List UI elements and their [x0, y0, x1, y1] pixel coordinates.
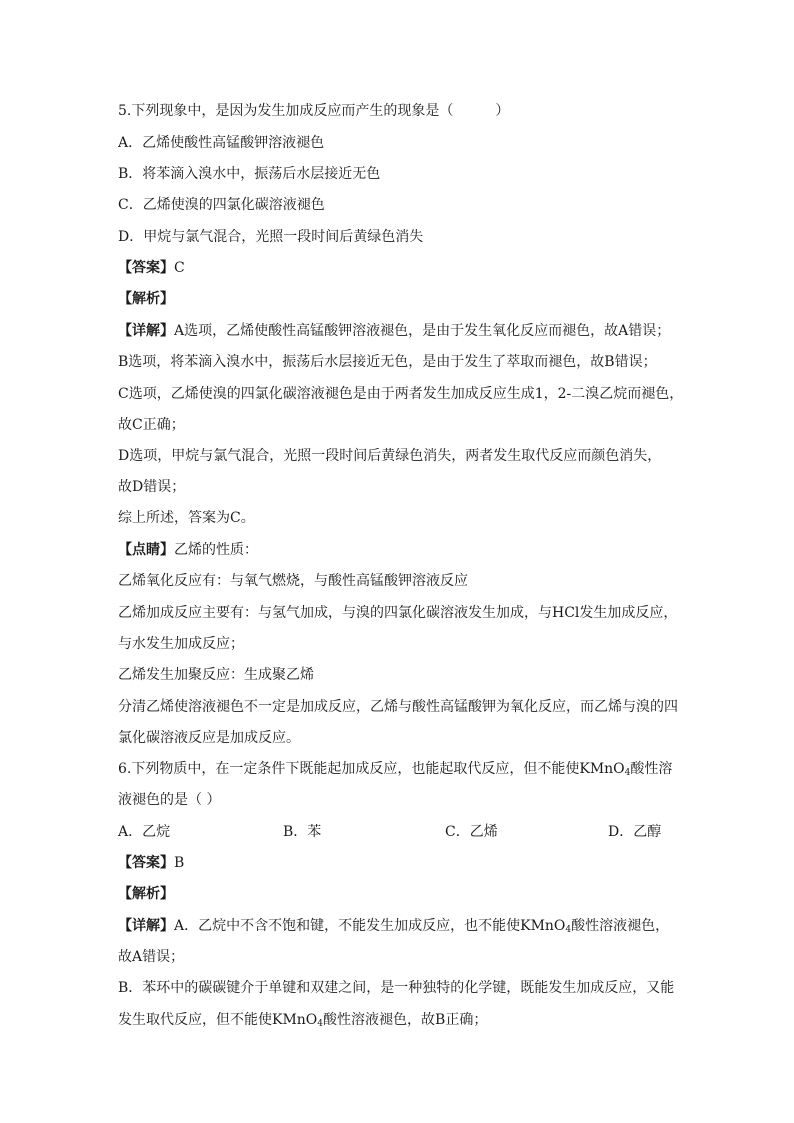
- question-5-detail-line: 故D错误；: [118, 479, 186, 495]
- question-5-detail-line: [118, 322, 670, 340]
- detail-label: 【详解】: [118, 323, 174, 339]
- stem-text: 6.下列物质中，在一定条件下既能起加成反应，也能起取代反应，但不能使KMnO: [118, 761, 625, 777]
- question-6-option-a: A．乙烷: [118, 824, 171, 840]
- question-6-detail-a: [118, 917, 669, 935]
- question-6-stem: [118, 760, 672, 778]
- subscript: 4: [624, 768, 631, 778]
- question-5-option-c: C．乙烯使溴的四氯化碳溶液褪色: [118, 197, 325, 213]
- question-5-analysis-label: 【解析】: [118, 291, 174, 307]
- question-5-point: [118, 541, 258, 559]
- subscript: 4: [317, 1019, 324, 1029]
- question-5-point-line: 氯化碳溶液反应是加成反应。: [118, 730, 300, 746]
- detail-text: A．乙烷中不含不饱和键，不能发生加成反应，也不能使KMnO: [174, 918, 566, 934]
- detail-text: A选项，乙烯使酸性高锰酸钾溶液褪色，是由于发生氧化反应而褪色，故A错误；: [174, 323, 671, 339]
- detail-text: 酸性溶液褪色，: [571, 918, 670, 934]
- question-5-detail-line: 综上所述，答案为C。: [118, 510, 255, 526]
- question-5-detail-line: D选项，甲烷与氯气混合，光照一段时间后黄绿色消失，两者发生取代反应而颜色消失，: [118, 448, 662, 464]
- question-5-point-line: 与水发生加成反应；: [118, 636, 244, 652]
- question-5-point-line: 乙烯发生加聚反应：生成聚乙烯: [118, 667, 314, 683]
- question-6-option-c: C．乙烯: [445, 824, 498, 840]
- question-5-detail-line: C选项，乙烯使溴的四氯化碳溶液褪色是由于两者发生加成反应生成1，2-二溴乙烷而褪色，: [118, 386, 684, 402]
- question-6-stem-line-2: 液褪色的是（ ）: [118, 792, 221, 808]
- question-5-detail-line: B选项，将苯滴入溴水中，振荡后水层接近无色，是由于发生了萃取而褪色，故B错误；: [118, 354, 657, 370]
- question-5-stem: 5.下列现象中，是因为发生加成反应而产生的现象是（ ）: [118, 103, 510, 119]
- question-6-detail-a-line-2: 故A错误；: [118, 949, 185, 965]
- question-5-point-line: 乙烯加成反应主要有：与氢气加成，与溴的四氯化碳溶液发生加成，与HCl发生加成反应，: [118, 605, 678, 621]
- subscript: 4: [565, 925, 572, 935]
- answer-label: 【答案】: [118, 260, 174, 276]
- question-5-option-a: A．乙烯使酸性高锰酸钾溶液褪色: [118, 135, 325, 151]
- question-6-analysis-label: 【解析】: [118, 886, 174, 902]
- question-5-detail-line: 故C正确；: [118, 417, 185, 433]
- question-6-option-d: D．乙醇: [608, 824, 662, 840]
- question-5-option-d: D．甲烷与氯气混合，光照一段时间后黄绿色消失: [118, 229, 424, 245]
- question-5-point-line: 分清乙烯使溶液褪色不一定是加成反应，乙烯与酸性高锰酸钾为氧化反应，而乙烯与溴的四: [118, 699, 678, 715]
- question-6-answer: [118, 854, 184, 872]
- answer-value: C: [174, 260, 185, 276]
- detail-text: 酸性溶液褪色，故B正确；: [323, 1012, 488, 1028]
- question-6-detail-b-line-2: [118, 1011, 487, 1029]
- detail-text: 发生取代反应，但不能使KMnO: [118, 1012, 318, 1028]
- detail-label: 【详解】: [118, 918, 174, 934]
- answer-value: B: [174, 855, 185, 871]
- question-5-option-b: B．将苯滴入溴水中，振荡后水层接近无色: [118, 166, 381, 182]
- question-5-answer: [118, 259, 185, 277]
- point-label: 【点睛】: [118, 542, 174, 558]
- point-title: 乙烯的性质：: [174, 542, 258, 558]
- question-6-option-b: B．苯: [283, 824, 322, 840]
- stem-text: 酸性溶: [630, 761, 673, 777]
- question-6-detail-b-line-1: B．苯环中的碳碳键介于单键和双建之间，是一种独特的化学键，既能发生加成反应，又能: [118, 980, 675, 996]
- answer-label: 【答案】: [118, 855, 174, 871]
- question-5-point-line: 乙烯氧化反应有：与氧气燃烧，与酸性高锰酸钾溶液反应: [118, 573, 468, 589]
